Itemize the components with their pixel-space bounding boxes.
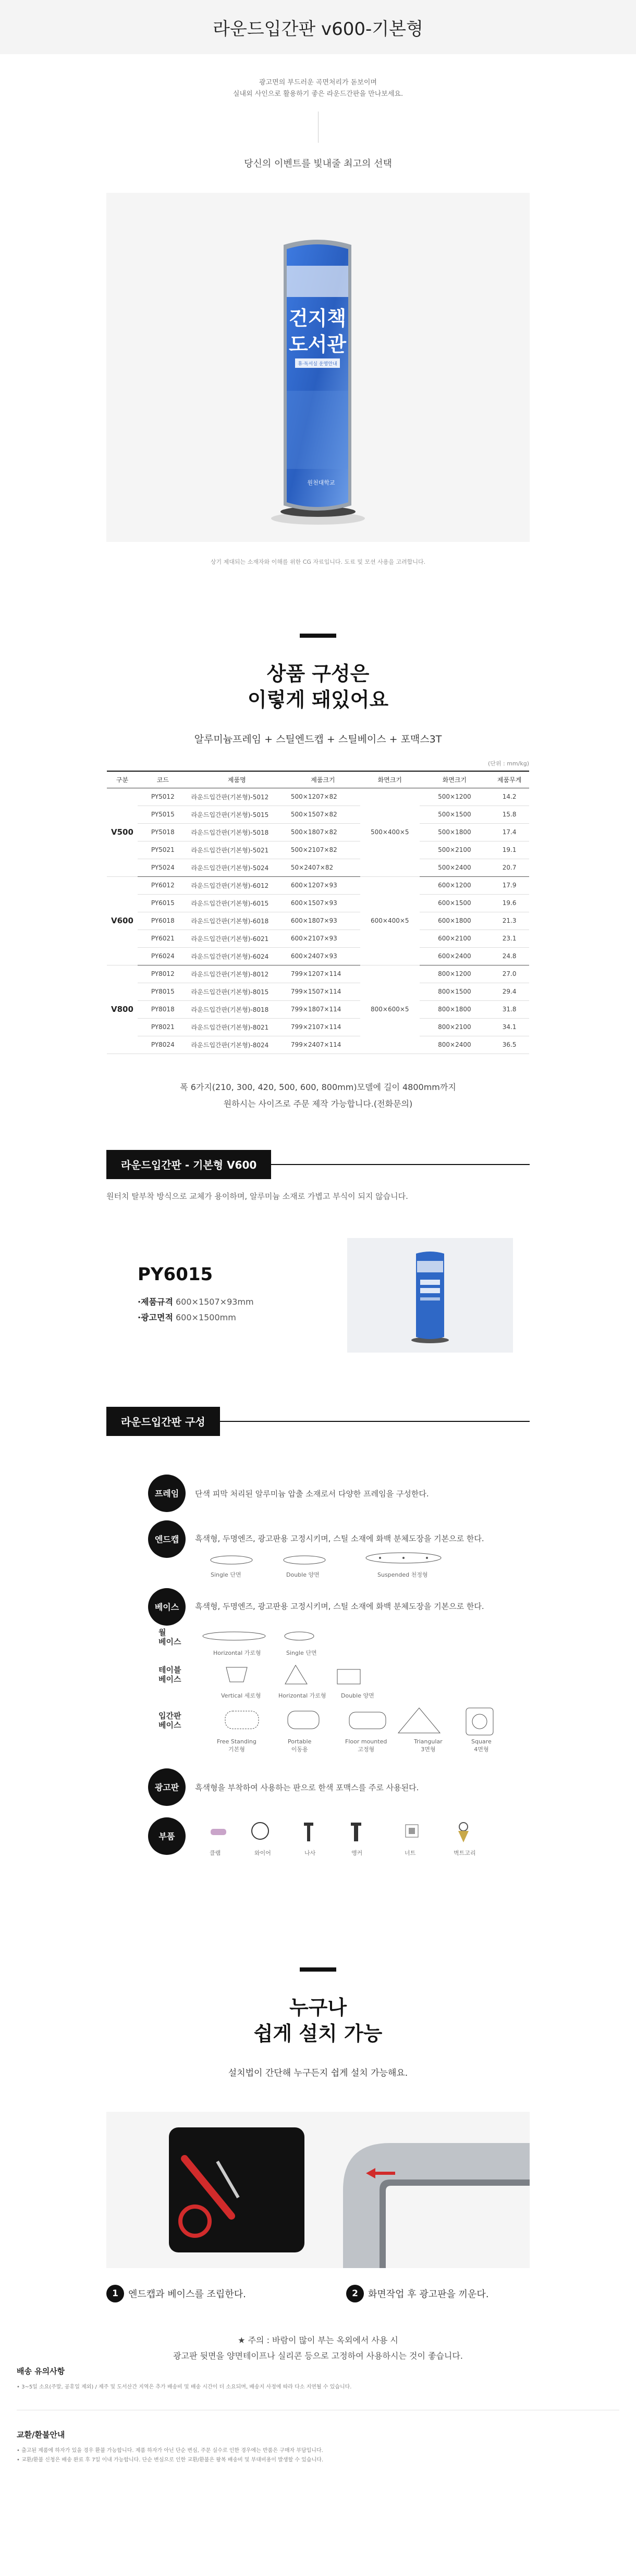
- stand-base-item: Square 4면형: [471, 1738, 492, 1753]
- hero-caption: 상기 제대되는 소재자와 이해를 위한 CG 자료입니다. 도료 및 모션 사용을 고려합니다.: [210, 559, 426, 565]
- composition-title-line: 상품 구성은: [266, 662, 370, 685]
- base-desc: 흑색형, 두명엔즈, 광고판용 고정시키며, 스틸 소재에 화백 분체도장을 기본으로 한다.: [195, 1601, 484, 1611]
- model-sign-illustration: [347, 1238, 513, 1353]
- return-text: [17, 2446, 636, 2465]
- step-number: 2: [346, 2285, 364, 2302]
- round-sign-illustration: [106, 193, 530, 542]
- ad-board-badge: 광고판: [148, 1768, 186, 1806]
- screen-cell: 500×2400: [420, 859, 490, 876]
- product-name-cell: 라운드입간판(기본형)-6015: [188, 894, 286, 912]
- install-warning: [0, 2333, 636, 2364]
- weight-cell: 19.6: [490, 894, 529, 912]
- code-cell: PY8015: [138, 983, 188, 1000]
- table-base-label: 테이블 베이스: [158, 1665, 181, 1684]
- table-row: [107, 947, 529, 965]
- code-cell: PY5015: [138, 806, 188, 823]
- product-size-cell: 799×2107×114: [286, 1018, 360, 1036]
- footer-info: [0, 2366, 636, 2465]
- model-code: PY6015: [138, 1264, 213, 1285]
- product-size-cell: 500×2107×82: [286, 841, 360, 859]
- product-name-cell: 라운드입간판(기본형)-6024: [188, 947, 286, 965]
- install-step1: [106, 2285, 246, 2302]
- table-header-row: [107, 771, 529, 788]
- endcap-item: Single 단면: [211, 1571, 241, 1578]
- wall-base-label: 월 베이스: [158, 1627, 181, 1646]
- table-base-illustration: [198, 1663, 385, 1689]
- code-cell: PY8024: [138, 1036, 188, 1054]
- col-header: 구분: [107, 771, 138, 788]
- group-cell: V800: [107, 965, 138, 1054]
- intro-text: [0, 54, 636, 100]
- install-subtitle: 설치법이 간단해 누구든지 쉽게 설치 가능해요.: [228, 2067, 408, 2078]
- code-cell: PY5018: [138, 823, 188, 841]
- accessory-item: 나사: [304, 1849, 316, 1856]
- weight-cell: 29.4: [490, 983, 529, 1000]
- product-size-cell: 600×2107×93: [286, 930, 360, 947]
- step-number: 1: [106, 2285, 124, 2302]
- return-text-line: • 교환/환불 신청은 배송 완료 후 7일 이내 가능합니다. 단순 변심으로 인한 교환/환불은 왕복 배송비 및 부대비용이 발생할 수 있습니다.: [17, 2457, 324, 2463]
- table-row: [107, 823, 529, 841]
- screen-cell: 500×1200: [420, 788, 490, 806]
- accessory-item: 앵커: [351, 1849, 363, 1856]
- install-step1-image: [106, 2112, 324, 2268]
- install-title-line: 누구나: [289, 1996, 347, 2019]
- table-row: [107, 1000, 529, 1018]
- screen-cell: 800×1800: [420, 1000, 490, 1018]
- parts-banner: [106, 1407, 530, 1436]
- col-header: 제품무게: [490, 771, 529, 788]
- screen-cell: 600×1800: [420, 912, 490, 930]
- table-row: [107, 894, 529, 912]
- return-title: 교환/환불안내: [17, 2430, 65, 2439]
- product-name-cell: 라운드입간판(기본형)-6012: [188, 876, 286, 894]
- col-header: 제품크기: [286, 771, 360, 788]
- accessories-badge: 부품: [148, 1817, 186, 1855]
- section-bar: [300, 1967, 336, 1972]
- page-header: [0, 0, 636, 54]
- product-size-cell: 500×1207×82: [286, 788, 360, 806]
- endcap-item: Suspended 천정형: [377, 1571, 428, 1578]
- code-cell: PY8021: [138, 1018, 188, 1036]
- stand-base-item: Portable 이동용: [288, 1738, 312, 1753]
- table-row: [107, 1036, 529, 1054]
- table-row: [107, 876, 529, 894]
- code-cell: PY6015: [138, 894, 188, 912]
- table-row: [107, 930, 529, 947]
- screen-cell: 600×2400: [420, 947, 490, 965]
- weight-cell: 17.4: [490, 823, 529, 841]
- endcap-badge: 엔드캡: [148, 1520, 186, 1558]
- weight-cell: 27.0: [490, 965, 529, 983]
- wall-base-item: Single 단면: [286, 1649, 317, 1656]
- page-title: 라운드입간판 v600-기본형: [213, 18, 423, 40]
- screen-cell: 800×1200: [420, 965, 490, 983]
- screen-cell: 600×1500: [420, 894, 490, 912]
- screen-cell: 600×1200: [420, 876, 490, 894]
- col-header: 제품명: [188, 771, 286, 788]
- screen-cell: 500×1500: [420, 806, 490, 823]
- model-image: [347, 1238, 513, 1353]
- col-header: 코드: [138, 771, 188, 788]
- model-ad-value: 600×1500mm: [176, 1312, 236, 1322]
- screen-cell: 600×2100: [420, 930, 490, 947]
- install-step2: [346, 2285, 489, 2302]
- composition-title-line: 이렇게 돼있어요: [247, 688, 389, 711]
- install-title-line: 쉽게 설치 가능: [253, 2022, 383, 2045]
- shipping-text: • 3~5일 소요(주말, 공휴일 제외) / 제주 및 도서산간 지역은 추가 배송비 및 배송 시간이 더 소요되며, 배송지 사정에 따라 다소 지연될 수 있습니다.: [17, 2384, 352, 2390]
- weight-cell: 31.8: [490, 1000, 529, 1018]
- model-size-value: 600×1507×93mm: [176, 1296, 254, 1307]
- weight-cell: 17.9: [490, 876, 529, 894]
- weight-cell: 23.1: [490, 930, 529, 947]
- code-cell: PY8012: [138, 965, 188, 983]
- table-row: [107, 841, 529, 859]
- table-base-item: Double 양면: [341, 1692, 374, 1699]
- hero-sign-univ: 원천대학교: [307, 479, 335, 486]
- screen-cell: 500×1800: [420, 823, 490, 841]
- product-size-cell: 600×2407×93: [286, 947, 360, 965]
- spec-table: [107, 771, 529, 1054]
- install-step1-text: 엔드캡과 베이스를 조립한다.: [128, 2288, 246, 2300]
- model-banner: [106, 1150, 530, 1179]
- banner-line: [271, 1164, 530, 1165]
- wall-base-item: Horizontal 가로형: [213, 1649, 261, 1656]
- product-name-cell: 라운드입간판(기본형)-8015: [188, 983, 286, 1000]
- accessory-item: 클램: [210, 1849, 221, 1856]
- product-name-cell: 라운드입간판(기본형)-8018: [188, 1000, 286, 1018]
- model-banner-title: 라운드입간판 - 기본형 V600: [106, 1150, 271, 1179]
- stand-base-item: Free Standing 기본형: [217, 1738, 256, 1753]
- weight-cell: 21.3: [490, 912, 529, 930]
- screen-size-cell: 600×400×5: [360, 876, 420, 965]
- divider-line: [318, 112, 319, 143]
- screen-cell: 800×2100: [420, 1018, 490, 1036]
- product-name-cell: 라운드입간판(기본형)-6021: [188, 930, 286, 947]
- table-unit: (단위 : mm/kg): [487, 760, 529, 767]
- stand-base-item: Triangular 3면형: [414, 1738, 443, 1753]
- model-size-spec: [138, 1295, 254, 1307]
- table-row: [107, 912, 529, 930]
- frame-desc: 단색 피막 처리된 알루미늄 압출 소재로서 다양한 프레임을 구성한다.: [195, 1489, 429, 1498]
- screen-cell: 800×2400: [420, 1036, 490, 1054]
- product-name-cell: 라운드입간판(기본형)-5012: [188, 788, 286, 806]
- product-name-cell: 라운드입간판(기본형)-5021: [188, 841, 286, 859]
- weight-cell: 19.1: [490, 841, 529, 859]
- shipping-title: 배송 유의사항: [17, 2367, 65, 2376]
- weight-cell: 14.2: [490, 788, 529, 806]
- stand-base-illustration: [221, 1705, 513, 1736]
- intro-line: 광고면의 부드러운 곡면처리가 돋보이며: [259, 79, 377, 86]
- product-size-cell: 799×1207×114: [286, 965, 360, 983]
- composition-subtitle: 알루미늄프레임 + 스틸엔드캡 + 스틸베이스 + 포맥스3T: [194, 734, 442, 745]
- parts-banner-title: 라운드입간판 구성: [106, 1407, 220, 1436]
- product-name-cell: 라운드입간판(기본형)-6018: [188, 912, 286, 930]
- table-row: [107, 983, 529, 1000]
- code-cell: PY6024: [138, 947, 188, 965]
- warning-line: 광고판 뒷면을 양면테이프나 실리콘 등으로 고정하여 사용하시는 것이 좋습니다.: [173, 2350, 463, 2361]
- table-row: [107, 859, 529, 876]
- code-cell: PY5012: [138, 788, 188, 806]
- col-header: 화면크기: [360, 771, 420, 788]
- product-size-cell: 600×1807×93: [286, 912, 360, 930]
- accessories-illustration: [195, 1819, 518, 1846]
- width-note-line: 원하시는 사이즈로 주문 제작 가능합니다.(전화문의): [223, 1098, 413, 1109]
- install-step2-image: [312, 2112, 530, 2268]
- col-header: 화면크기: [420, 771, 490, 788]
- table-row: [107, 806, 529, 823]
- tagline: 당신의 이벤트를 빛내줄 최고의 선택: [244, 158, 392, 169]
- product-name-cell: 라운드입간판(기본형)-5024: [188, 859, 286, 876]
- width-note: [0, 1079, 636, 1112]
- product-name-cell: 라운드입간판(기본형)-8024: [188, 1036, 286, 1054]
- install-step2-text: 화면작업 후 광고판을 끼운다.: [368, 2288, 489, 2300]
- section-bar: [300, 634, 336, 638]
- base-badge: 베이스: [148, 1588, 186, 1626]
- product-size-cell: 600×1507×93: [286, 894, 360, 912]
- weight-cell: 34.1: [490, 1018, 529, 1036]
- intro-line: 실내외 사인으로 활용하기 좋은 라운드간판을 만나보세요.: [233, 90, 403, 98]
- spec-table-body: [107, 788, 529, 1054]
- table-row: [107, 1018, 529, 1036]
- product-name-cell: 라운드입간판(기본형)-8021: [188, 1018, 286, 1036]
- hero-sign-line1: 건지책: [288, 307, 347, 330]
- model-size-label: ·제품규격: [138, 1296, 173, 1307]
- screen-size-cell: 800×600×5: [360, 965, 420, 1054]
- model-ad-label: ·광고면적: [138, 1312, 173, 1322]
- table-row: [107, 965, 529, 983]
- parts-section: [106, 1436, 530, 1905]
- weight-cell: 36.5: [490, 1036, 529, 1054]
- product-size-cell: 799×1507×114: [286, 983, 360, 1000]
- weight-cell: 20.7: [490, 859, 529, 876]
- code-cell: PY6018: [138, 912, 188, 930]
- install-steps: [106, 2112, 530, 2299]
- screen-cell: 800×1500: [420, 983, 490, 1000]
- weight-cell: 24.8: [490, 947, 529, 965]
- group-cell: V600: [107, 876, 138, 965]
- frame-badge: 프레임: [148, 1475, 186, 1512]
- table-base-item: Vertical 세로형: [221, 1692, 261, 1699]
- model-product-row: [106, 1238, 530, 1353]
- code-cell: PY5021: [138, 841, 188, 859]
- product-size-cell: 500×1807×82: [286, 823, 360, 841]
- accessory-item: 너트: [405, 1849, 416, 1856]
- weight-cell: 15.8: [490, 806, 529, 823]
- warning-line: ★ 주의 : 바람이 많이 부는 옥외에서 사용 시: [238, 2335, 398, 2345]
- group-cell: V500: [107, 788, 138, 876]
- code-cell: PY5024: [138, 859, 188, 876]
- width-note-line: 폭 6가지(210, 300, 420, 500, 600, 800mm)모델에 길이 4800mm까지: [180, 1082, 456, 1092]
- endcap-desc: 흑색형, 두명엔즈, 광고판용 고정시키며, 스틸 소재에 화백 분체도장을 기본으로 한다.: [195, 1533, 484, 1543]
- code-cell: PY6021: [138, 930, 188, 947]
- ad-insert-illustration: [312, 2112, 530, 2268]
- stand-base-item: Floor mounted 고정형: [345, 1738, 387, 1753]
- product-size-cell: 799×1807×114: [286, 1000, 360, 1018]
- table-row: [107, 788, 529, 806]
- screen-size-cell: 500×400×5: [360, 788, 420, 876]
- ad-board-desc: 흑색형을 부착하여 사용하는 판으로 한색 포맥스를 주로 사용된다.: [195, 1782, 419, 1792]
- install-title: [0, 1995, 636, 2047]
- wall-base-illustration: [198, 1628, 333, 1646]
- stand-base-label: 입간판 베이스: [158, 1711, 181, 1730]
- accessory-item: 벽트고리: [454, 1849, 476, 1856]
- product-name-cell: 라운드입간판(기본형)-5018: [188, 823, 286, 841]
- accessory-item: 와이어: [254, 1849, 271, 1856]
- banner-line: [220, 1421, 530, 1422]
- screen-cell: 500×2100: [420, 841, 490, 859]
- code-cell: PY8018: [138, 1000, 188, 1018]
- hero-sign-line3: 휴·독서실 운영안내: [298, 362, 337, 367]
- hero-sign-line2: 도서관: [288, 333, 347, 356]
- hero-image: [106, 193, 530, 542]
- composition-title: [0, 661, 636, 713]
- product-size-cell: 500×1507×82: [286, 806, 360, 823]
- product-size-cell: 799×2407×114: [286, 1036, 360, 1054]
- product-name-cell: 라운드입간판(기본형)-8012: [188, 965, 286, 983]
- assembly-illustration: [106, 2112, 324, 2268]
- product-size-cell: 600×1207×93: [286, 876, 360, 894]
- product-name-cell: 라운드입간판(기본형)-5015: [188, 806, 286, 823]
- return-text-line: • 출고된 제품에 하자가 있을 경우 환불 가능합니다. 제품 하자가 아닌 단순 변심, 주문 실수로 인한 경우에는 반품은 구매자 부담입니다.: [17, 2448, 323, 2454]
- model-ad-spec: [138, 1311, 236, 1323]
- product-size-cell: 50×2407×82: [286, 859, 360, 876]
- model-description: 원터치 탈부착 방식으로 교체가 용이하며, 알루미늄 소재로 가볍고 부식이 되지 않습니다.: [106, 1191, 408, 1201]
- endcap-item: Double 양면: [286, 1571, 320, 1578]
- code-cell: PY6012: [138, 876, 188, 894]
- table-base-item: Horizontal 가로형: [278, 1692, 326, 1699]
